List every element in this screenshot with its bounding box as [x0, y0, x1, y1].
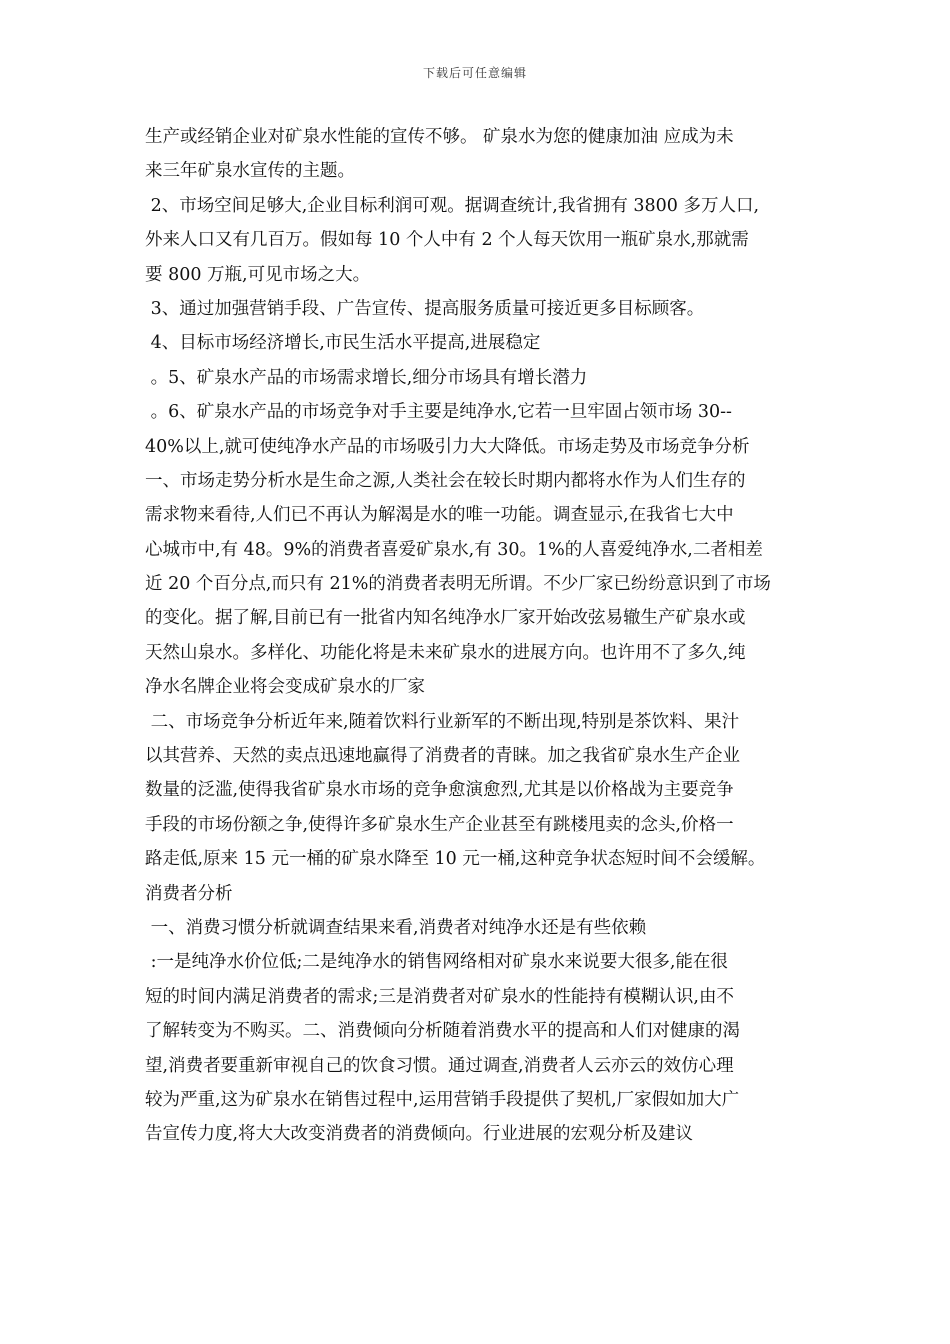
text-line: 一、市场走势分析水是生命之源,人类社会在较长时期内都将水作为人们生存的 [145, 470, 746, 491]
text-line: 生产或经销企业对矿泉水性能的宣传不够。 矿泉水为您的健康加油 应成为未 [145, 127, 734, 147]
text-line: 近 20 个百分点,而只有 21%的消费者表明无所谓。不少厂家已纷纷意识到了市场 [145, 574, 771, 595]
text-line: 望,消费者要重新审视自己的饮食习惯。通过调查,消费者人云亦云的效仿心理 [145, 1055, 734, 1076]
text-line: 以其营养、天然的卖点迅速地赢得了消费者的青睐。加之我省矿泉水生产企业 [145, 746, 740, 767]
text-line: 短的时间内满足消费者的需求;三是消费者对矿泉水的性能持有模糊认识,由不 [145, 986, 734, 1007]
text-line: 二、市场竞争分析近年来,随着饮料行业新军的不断出现,特别是茶饮料、果汁 [145, 711, 740, 732]
text-line: 天然山泉水。多样化、功能化将是未来矿泉水的进展方向。也许用不了多久,纯 [145, 642, 746, 663]
text-line: 数量的泛滥,使得我省矿泉水市场的竞争愈演愈烈,尤其是以价格战为主要竞争 [145, 780, 734, 801]
text-line: 。5、矿泉水产品的市场需求增长,细分市场具有增长潜力 [145, 367, 588, 388]
text-line: 40%以上,就可使纯净水产品的市场吸引力大大降低。市场走势及市场竞争分析 [145, 436, 750, 457]
text-line: 净水名牌企业将会变成矿泉水的厂家 [145, 677, 425, 698]
text-line: 的变化。据了解,目前已有一批省内知名纯净水厂家开始改弦易辙生产矿泉水或 [145, 608, 746, 629]
text-line: 。6、矿泉水产品的市场竞争对手主要是纯净水,它若一旦牢固占领市场 30-- [145, 402, 732, 423]
document-body [145, 120, 815, 1152]
page-header: 下载后可任意编辑 [422, 66, 527, 80]
text-line: 心城市中,有 48。9%的消费者喜爱矿泉水,有 30。1%的人喜爱纯净水,二者相差 [145, 539, 763, 560]
text-line: 告宣传力度,将大大改变消费者的消费倾向。行业进展的宏观分析及建议 [145, 1124, 694, 1145]
text-line: 了解转变为不购买。二、消费倾向分析随着消费水平的提高和人们对健康的渴 [145, 1021, 740, 1042]
text-line: 一、消费习惯分析就调查结果来看,消费者对纯净水还是有些依赖 [145, 917, 647, 938]
text-line: 较为严重,这为矿泉水在销售过程中,运用营销手段提供了契机,厂家假如加大广 [145, 1089, 740, 1110]
text-line: 4、目标市场经济增长,市民生活水平提高,进展稳定 [145, 333, 541, 354]
text-line: 手段的市场份额之争,使得许多矿泉水生产企业甚至有跳楼甩卖的念头,价格一 [145, 814, 734, 835]
text-line: :一是纯净水价位低;二是纯净水的销售网络相对矿泉水来说要大很多,能在很 [145, 952, 728, 973]
text-line: 2、市场空间足够大,企业目标利润可观。据调查统计,我省拥有 3800 多万人口, [145, 195, 760, 216]
text-line: 要 800 万瓶,可见市场之大。 [145, 264, 371, 285]
text-line: 来三年矿泉水宣传的主题。 [145, 161, 355, 182]
text-line: 3、通过加强营销手段、广告宣传、提高服务质量可接近更多目标顾客。 [145, 298, 705, 319]
section-heading: 消费者分析 [145, 883, 233, 904]
text-line: 路走低,原来 15 元一桶的矿泉水降至 10 元一桶,这种竞争状态短时间不会缓解。 [145, 849, 766, 870]
text-line: 需求物来看待,人们已不再认为解渴是水的唯一功能。调查显示,在我省七大中 [145, 505, 734, 526]
text-line: 外来人口又有几百万。假如每 10 个人中有 2 个人每天饮用一瓶矿泉水,那就需 [145, 230, 749, 251]
